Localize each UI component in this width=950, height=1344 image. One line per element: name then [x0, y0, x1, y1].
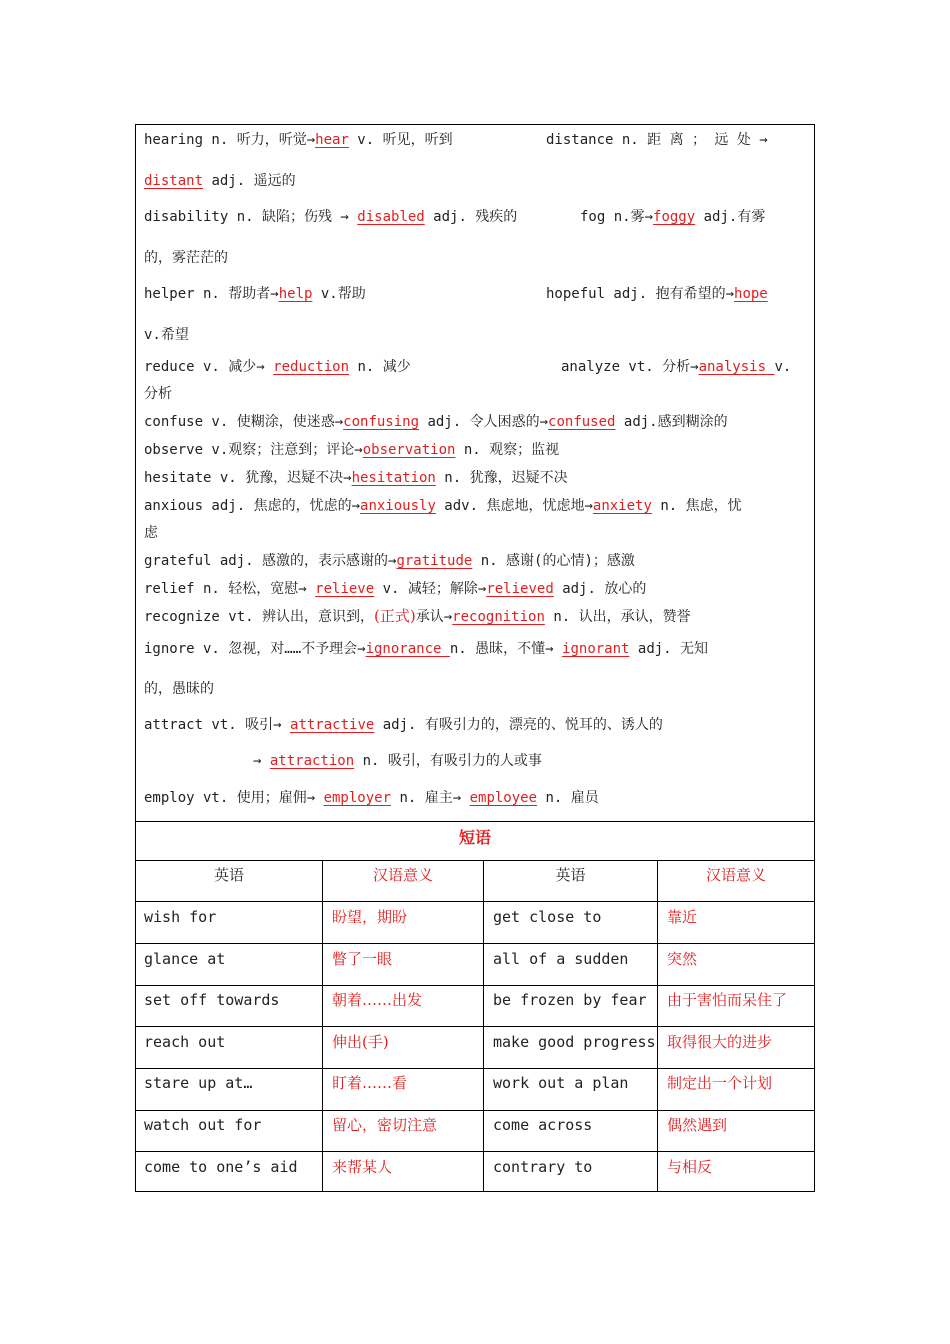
phrase-english: make good progress	[493, 1033, 656, 1051]
vocab-line	[144, 678, 214, 699]
vocab-line	[144, 522, 158, 543]
vocab-text: recognize vt. 辨认出，意识到，	[144, 609, 375, 625]
phrase-meaning: 盼望，期盼	[332, 908, 408, 926]
vocab-text: adj. 遥远的	[203, 173, 296, 189]
section-divider	[136, 821, 814, 822]
vocab-line	[144, 170, 296, 191]
vocab-text: employ vt. 使用；雇佣→	[144, 790, 324, 806]
vocab-text: disability n. 缺陷；伤残 →	[144, 209, 358, 225]
vocab-text: adj. 残疾的	[424, 209, 518, 225]
vocab-text: 的，愚昧的	[144, 681, 214, 697]
phrase-english: come across	[493, 1116, 593, 1134]
answer-word: attractive	[290, 717, 375, 733]
vocabulary-table	[135, 124, 815, 1192]
phrase-english: get close to	[493, 908, 602, 926]
answer-word: hear	[315, 132, 349, 148]
vocab-line	[580, 206, 765, 227]
phrase-english: all of a sudden	[493, 950, 629, 968]
vocab-text: confuse v. 使糊涂，使迷惑→	[144, 414, 344, 430]
phrase-meaning: 制定出一个计划	[667, 1074, 773, 1092]
answer-word: foggy	[653, 209, 696, 225]
vocab-line	[144, 495, 742, 516]
answer-word: disabled	[357, 209, 425, 225]
vocab-text: n. 雇员	[537, 790, 599, 806]
vocab-line	[561, 356, 791, 377]
vocab-text: adj. 有吸引力的，漂亮的、悦耳的、诱人的	[374, 717, 663, 733]
vocab-text: hearing n. 听力，听觉→	[144, 132, 316, 148]
vocab-line	[253, 750, 542, 771]
row-divider	[136, 943, 814, 944]
vocab-line	[144, 383, 172, 404]
phrase-meaning: 朝着……出发	[332, 991, 423, 1009]
phrase-english: stare up at…	[144, 1074, 253, 1092]
phrase-meaning: 突然	[667, 950, 698, 968]
phrase-english: glance at	[144, 950, 226, 968]
vocab-text: v.希望	[144, 327, 189, 343]
phrase-meaning: 取得很大的进步	[667, 1033, 773, 1051]
phrase-english: be frozen by fear	[493, 991, 647, 1009]
phrase-english: wish for	[144, 908, 217, 926]
vocab-text: 分析	[144, 386, 172, 402]
vocab-text: observe v.观察；注意到；评论→	[144, 442, 363, 458]
answer-word: employer	[323, 790, 392, 806]
vocab-line	[144, 283, 366, 304]
phrase-meaning: 偶然遇到	[667, 1116, 728, 1134]
answer-word: observation	[362, 442, 456, 458]
vocab-line	[144, 550, 635, 571]
header-divider	[136, 860, 814, 861]
vocab-text: n. 观察；监视	[455, 442, 560, 458]
phrase-meaning: 盯着……看	[332, 1074, 408, 1092]
vocab-text: adj.感到糊涂的	[615, 414, 728, 430]
phrase-meaning: 由于害怕而呆住了	[667, 991, 788, 1009]
vocab-text: v.帮助	[312, 286, 366, 302]
vocab-line	[144, 638, 708, 659]
vocab-line	[144, 578, 646, 599]
vocab-text: ignore v. 忽视，对……不予理会→	[144, 641, 366, 657]
vocab-text: n. 焦虑，忧	[651, 498, 742, 514]
header-chinese-2: 汉语意义	[705, 866, 766, 884]
vocab-text: helper n. 帮助者→	[144, 286, 279, 302]
vocab-text: n. 雇主→	[391, 790, 470, 806]
vocab-text: v. 听见，听到	[348, 132, 453, 148]
vocab-text: analyze vt. 分析→	[561, 359, 699, 375]
vocab-line	[144, 439, 559, 460]
vocab-line	[144, 356, 411, 377]
row-divider	[136, 1151, 814, 1152]
row-divider	[136, 901, 814, 902]
word-formation-section	[136, 125, 814, 821]
vocab-text: adj. 放心的	[553, 581, 647, 597]
answer-word: relieve	[315, 581, 375, 597]
answer-word: employee	[469, 790, 538, 806]
vocab-text: 承认→	[415, 609, 453, 625]
vocab-text: adj. 令人困惑的→	[419, 414, 549, 430]
vocab-text: n. 愚昧，不懂→	[449, 641, 563, 657]
answer-word: ignorance	[365, 641, 450, 657]
row-divider	[136, 1026, 814, 1027]
vocab-text: v. 减轻；解除→	[374, 581, 487, 597]
phrase-english: come to one’s aid	[144, 1158, 298, 1176]
phrase-meaning: 瞥了一眼	[332, 950, 393, 968]
vocab-text: 的，雾茫茫的	[144, 250, 228, 266]
vocab-line	[144, 606, 691, 627]
phrase-english: set off towards	[144, 991, 280, 1009]
row-divider	[136, 1068, 814, 1069]
answer-word: attraction	[269, 753, 355, 769]
header-english-2: 英语	[555, 866, 586, 884]
vocab-text: hesitate v. 犹豫，迟疑不决→	[144, 470, 352, 486]
vocab-text: adv. 焦虑地，忧虑地→	[435, 498, 593, 514]
answer-word: reduction	[273, 359, 350, 375]
answer-word: confused	[548, 414, 616, 430]
red-note: (正式)	[374, 607, 416, 625]
vocab-line	[546, 129, 768, 150]
phrase-english: contrary to	[493, 1158, 593, 1176]
vocab-text: →	[253, 753, 270, 769]
vocab-text: reduce v. 减少→	[144, 359, 274, 375]
vocab-text: attract vt. 吸引→	[144, 717, 291, 733]
vocab-line	[144, 787, 599, 808]
phrase-english: work out a plan	[493, 1074, 629, 1092]
answer-word: distant	[144, 173, 204, 189]
answer-word: ignorant	[562, 641, 630, 657]
phrase-english: reach out	[144, 1033, 226, 1051]
vocab-line	[546, 283, 768, 304]
phrase-meaning: 来帮某人	[332, 1158, 393, 1176]
vocab-text: relief n. 轻松，宽慰→	[144, 581, 316, 597]
vocab-text: fog n.雾→	[580, 209, 654, 225]
vocab-line	[144, 247, 228, 268]
header-english-1: 英语	[213, 866, 244, 884]
answer-word: analysis	[698, 359, 775, 375]
row-divider	[136, 985, 814, 986]
vocab-text: 虑	[144, 525, 158, 541]
vocab-text: grateful adj. 感激的，表示感谢的→	[144, 553, 397, 569]
header-chinese-1: 汉语意义	[372, 866, 433, 884]
answer-word: recognition	[452, 609, 545, 625]
phrase-meaning: 留心，密切注意	[332, 1116, 438, 1134]
vocab-line	[144, 714, 663, 735]
vocab-text: n. 感谢(的心情)；感激	[472, 553, 635, 569]
phrase-meaning: 与相反	[667, 1158, 713, 1176]
vocab-text: anxious adj. 焦虑的，忧虑的→	[144, 498, 361, 514]
answer-word: relieved	[486, 581, 554, 597]
vocab-text: v.	[774, 359, 792, 375]
vocab-text: distance n. 距 离 ； 远 处 →	[546, 132, 768, 148]
vocab-line	[144, 411, 728, 432]
phrase-english: watch out for	[144, 1116, 262, 1134]
vocab-line	[144, 467, 568, 488]
vocab-line	[144, 129, 453, 150]
vocab-text: adj. 无知	[629, 641, 709, 657]
row-divider	[136, 1110, 814, 1111]
answer-word: confusing	[343, 414, 420, 430]
vocab-text: n. 减少	[349, 359, 411, 375]
vocab-text: n. 吸引，有吸引力的人或事	[354, 753, 542, 769]
vocab-text: hopeful adj. 抱有希望的→	[546, 286, 735, 302]
phrase-meaning: 靠近	[667, 908, 698, 926]
answer-word: anxiously	[360, 498, 436, 514]
vocab-line	[144, 324, 189, 345]
answer-word: hope	[734, 286, 768, 302]
answer-word: help	[278, 286, 313, 302]
phrases-title: 短语	[458, 828, 491, 847]
answer-word: hesitation	[351, 470, 436, 486]
answer-word: gratitude	[396, 553, 473, 569]
vocab-text: n. 犹豫，迟疑不决	[435, 470, 568, 486]
vocab-line	[144, 206, 517, 227]
vocab-text: n. 认出，承认，赞誉	[544, 609, 691, 625]
vocab-text: adj.有雾	[695, 209, 766, 225]
phrase-meaning: 伸出(手)	[332, 1033, 389, 1051]
answer-word: anxiety	[592, 498, 652, 514]
